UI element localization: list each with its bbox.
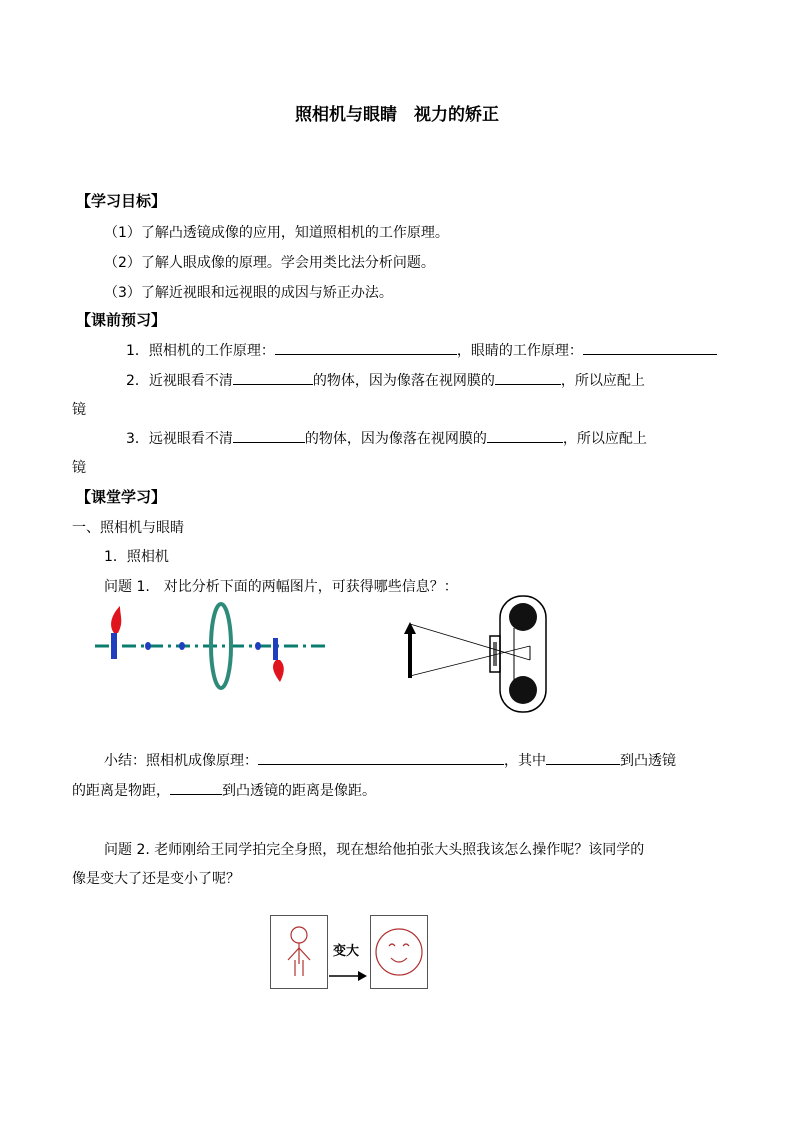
light-ray [410, 646, 530, 676]
arrow-right-icon [328, 970, 368, 982]
question-2-line-1: 问题 2. 老师刚给王同学拍完全身照，现在想给他拍张大头照我该怎么操作呢？该同学的 [104, 842, 645, 858]
summary-text-b: ，其中 [504, 753, 546, 769]
subheading-camera: 1．照相机 [104, 549, 169, 565]
preview-q2-text-b: 的物体，因为像落在视网膜的 [312, 373, 495, 389]
section-heading-preview: 【课前预习】 [76, 311, 167, 329]
section-heading-goals: 【学习目标】 [76, 192, 167, 210]
summary-line-1 [104, 750, 676, 770]
preview-q3 [126, 428, 647, 448]
page-title: 照相机与眼睛 视力的矫正 [295, 105, 499, 125]
answer-blank[interactable] [495, 370, 561, 385]
candle-holder [111, 633, 117, 659]
preview-q1-text-a: 1．照相机的工作原理： [126, 343, 275, 359]
answer-blank[interactable] [233, 370, 313, 385]
focal-point-icon [179, 642, 185, 650]
stick-figure-icon [271, 916, 327, 988]
film-spool-icon [509, 676, 537, 704]
answer-blank[interactable] [583, 340, 717, 355]
question-2-line-2: 像是变大了还是变小了呢？ [72, 871, 240, 887]
light-ray [410, 624, 530, 660]
preview-q1 [126, 340, 717, 360]
focal-point-icon [255, 642, 261, 650]
preview-q2 [126, 370, 645, 390]
smiley-face-icon [371, 916, 427, 988]
candle-flame-icon [111, 606, 121, 633]
object-arrowhead [404, 622, 416, 634]
summary-text-a: 小结：照相机成像原理： [104, 753, 258, 769]
focal-point-icon [145, 642, 151, 650]
film-spool-icon [509, 603, 537, 631]
summary-line-2 [72, 780, 376, 800]
section-heading-class: 【课堂学习】 [76, 488, 167, 506]
full-body-photo [270, 915, 328, 989]
preview-q2-text-a: 2．近视眼看不清 [126, 373, 233, 389]
goal-item-3: （3）了解近视眼和远视眼的成因与矫正办法。 [104, 285, 393, 301]
answer-blank[interactable] [170, 780, 222, 795]
inverted-image-icon [273, 660, 284, 682]
answer-blank[interactable] [258, 750, 504, 765]
summary-text-c: 到凸透镜 [620, 753, 676, 769]
goal-item-2: （2）了解人眼成像的原理。学会用类比法分析问题。 [104, 255, 435, 271]
summary-text-e: 到凸透镜的距离是像距。 [222, 783, 376, 799]
preview-q3-text-a: 3．远视眼看不清 [126, 431, 233, 447]
preview-q2-text-c: ，所以应配上 [560, 373, 645, 389]
optical-bench-figure [90, 600, 330, 696]
answer-blank[interactable] [487, 428, 563, 443]
screen-holder [273, 638, 278, 660]
question-1: 问题 1. 对比分析下面的两幅图片，可获得哪些信息？： [104, 579, 458, 595]
goal-item-1: （1）了解凸透镜成像的应用，知道照相机的工作原理。 [104, 225, 449, 241]
preview-q2-wrap: 镜 [72, 402, 86, 418]
preview-q3-text-b: 的物体，因为像落在视网膜的 [304, 431, 487, 447]
headshot-photo [370, 915, 428, 989]
camera-diagram-figure [402, 592, 550, 716]
preview-q3-text-c: ，所以应配上 [562, 431, 647, 447]
answer-blank[interactable] [275, 340, 457, 355]
subheading-camera-eye: 一、照相机与眼睛 [72, 520, 184, 536]
answer-blank[interactable] [546, 750, 620, 765]
summary-text-d: 的距离是物距， [72, 783, 170, 799]
enlarge-label: 变大 [333, 944, 360, 959]
preview-q1-text-b: ，眼睛的工作原理： [456, 343, 583, 359]
answer-blank[interactable] [233, 428, 305, 443]
preview-q3-wrap: 镜 [72, 460, 86, 476]
